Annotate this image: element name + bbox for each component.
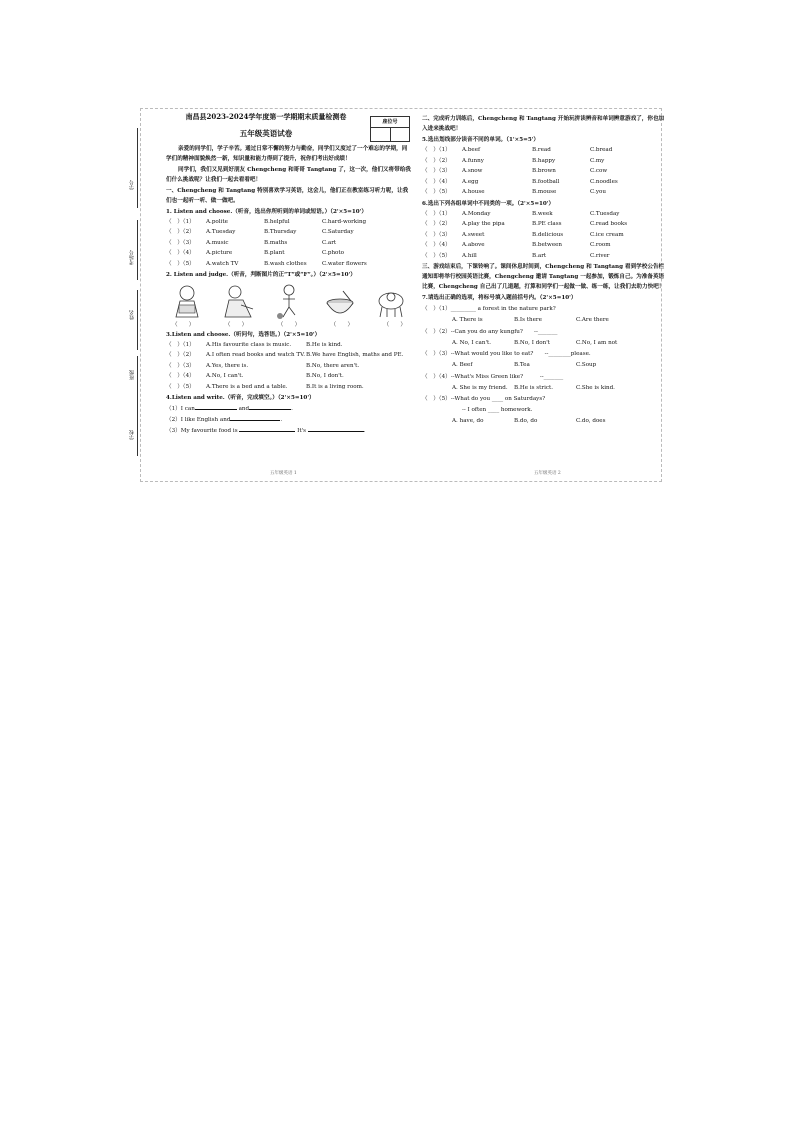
question-number[interactable]: （ ）（1） xyxy=(422,210,451,217)
fill-blank[interactable] xyxy=(239,431,295,432)
section-2-pictures xyxy=(170,283,408,323)
question-number[interactable]: （ ）（5） xyxy=(422,252,451,259)
option-a: A.snow xyxy=(462,168,483,174)
option-a: A.play the pipa xyxy=(462,221,505,227)
option-b: B.wash clothes xyxy=(264,260,307,267)
option-c: C.my xyxy=(590,157,605,164)
option-b: B.brown xyxy=(532,168,556,174)
part-two-heading: 二、完成听力训练后，Chengcheng 和 Tangtang 开始玩拼读辨音和单词辨意游戏了，你也加入进来挑战吧！ xyxy=(422,116,665,132)
question-stem[interactable]: （ ）（2）--Can you do any kungfu? --_______ xyxy=(422,328,558,335)
question-number[interactable]: （ ）（3） xyxy=(166,239,195,246)
option-a: A.house xyxy=(462,189,485,195)
option-c: C.Saturday xyxy=(322,229,354,235)
option-a: A.Monday xyxy=(462,210,491,217)
option-b: B.PE class xyxy=(532,221,562,227)
question-row xyxy=(422,251,666,262)
section-3-list xyxy=(166,340,412,393)
binding-label-student-id: 学号 xyxy=(129,180,135,190)
option-c: C.No, I am not xyxy=(576,339,618,346)
intro-paragraph: 亲爱的同学们，学子辛苦。通过日常不懈的努力与勤奋，同学们又度过了一个难忘的学期，同学们的精神面貌焕然一新，知识量和能力得到了提升，祝你们考出好成绩！ xyxy=(166,145,408,162)
option-b: B.We have English, maths and PE. xyxy=(306,352,404,359)
fill-blank[interactable] xyxy=(230,420,280,421)
sitting-child-picture xyxy=(221,283,255,321)
option-c: C.room xyxy=(590,242,611,248)
fill-text: . xyxy=(363,428,366,435)
option-a: A.above xyxy=(462,242,485,248)
option-b: B.Is there xyxy=(514,317,542,323)
question-row xyxy=(422,219,666,230)
question-stem-reply: -- I often ____ homework. xyxy=(462,407,533,413)
question-row xyxy=(422,145,666,156)
answer-bracket[interactable]: （ ） xyxy=(172,322,195,328)
option-b: B.maths xyxy=(264,239,288,246)
fill-text: （3）My favourite food is xyxy=(166,428,238,435)
option-a: A. have, do xyxy=(452,418,484,424)
seat-number-label: 座位号 xyxy=(371,117,409,128)
section-2-answers xyxy=(172,323,406,329)
question-number[interactable]: （ ）（1） xyxy=(166,218,195,225)
option-a: A.music xyxy=(206,239,229,246)
binding-line xyxy=(137,290,138,350)
fill-text: and xyxy=(238,406,250,413)
option-b: B.read xyxy=(532,147,551,153)
section-7-title: 7.请选出正确的选项，将标号填入题前括号内。（2'×5=10'） xyxy=(422,295,577,301)
option-b: B.No, there aren't. xyxy=(306,362,360,369)
option-a: A. There is xyxy=(452,317,483,323)
right-page xyxy=(422,113,666,427)
option-row xyxy=(422,315,666,326)
option-b: B.plant xyxy=(264,250,285,256)
question-row xyxy=(422,230,666,241)
section-3-title: 3.Listen and choose.（听问句，选答语。）（2'×5=10'） xyxy=(166,331,321,338)
question-number[interactable]: （ ）（3） xyxy=(422,231,451,238)
option-c: C.bread xyxy=(590,147,613,153)
answer-bracket[interactable]: （ ） xyxy=(224,322,248,328)
question-number[interactable]: （ ）（4） xyxy=(166,373,195,380)
section-1-list xyxy=(166,217,412,270)
question-row xyxy=(422,209,666,220)
question-stem[interactable]: （ ）（4）--What's Miss Green like? --_______ xyxy=(422,373,564,380)
option-c: C.you xyxy=(590,189,606,195)
binding-margin xyxy=(125,120,155,460)
option-c: C.river xyxy=(590,252,610,259)
option-b: B.No, I don't xyxy=(514,339,551,346)
option-c: C.photo xyxy=(322,250,345,256)
fill-text: It's xyxy=(297,428,307,435)
fill-line-3 xyxy=(166,426,412,436)
section-5-list xyxy=(422,145,666,198)
question-row xyxy=(166,227,412,238)
question-number[interactable]: （ ）（5） xyxy=(422,189,451,195)
question-number[interactable]: （ ）（2） xyxy=(166,352,195,359)
question-row xyxy=(166,350,412,361)
question-number[interactable]: （ ）（2） xyxy=(422,157,451,164)
option-b: B.Thursday xyxy=(264,229,297,235)
question-stem[interactable]: （ ）（3）--What would you like to eat? --________please. xyxy=(422,351,591,357)
fill-text: . xyxy=(280,417,283,424)
fill-text: （1）I can xyxy=(166,406,195,413)
question-row xyxy=(166,382,412,393)
question-stem[interactable]: （ ）（5）--What do you ____ on Saturdays? xyxy=(422,396,546,402)
binding-line xyxy=(137,416,138,456)
option-a: A. She is my friend. xyxy=(452,384,508,391)
option-a: A.hill xyxy=(462,252,477,259)
question-row xyxy=(422,240,666,251)
question-number[interactable]: （ ）（1） xyxy=(422,147,451,153)
section-5-title: 5.选出划线部分读音不同的单词。（1'×5=5'） xyxy=(422,137,540,143)
option-c: C.cow xyxy=(590,168,608,174)
option-c: C.do, does xyxy=(576,418,606,424)
option-a: A. Beef xyxy=(452,362,473,368)
question-row xyxy=(166,371,412,382)
reading-girl-picture xyxy=(170,283,204,321)
binding-label-class: 班级 xyxy=(129,370,135,380)
binding-line xyxy=(137,128,138,208)
cow-picture xyxy=(374,283,408,321)
intro-paragraph: 同学们，我们又见到好朋友 Chengcheng 和哥哥 Tangtang 了，这一次，他们又将带给我们什么挑战呢？让我们一起去看看吧！ xyxy=(166,166,411,183)
question-number[interactable]: （ ）（4） xyxy=(422,242,451,248)
left-page-footer: 五年级英语 1 xyxy=(270,471,297,476)
option-b: B.Tea xyxy=(514,362,530,368)
section-2-title: 2. Listen and judge.（听音，判断图片的正“T”或“F”。）（2'×5=10'） xyxy=(166,272,356,278)
option-b: B.It is a living room. xyxy=(306,383,364,390)
option-a: A.picture xyxy=(206,250,233,256)
question-number[interactable]: （ ）（4） xyxy=(422,178,451,185)
question-row xyxy=(166,217,412,228)
question-row xyxy=(422,187,666,198)
question-number[interactable]: （ ）（2） xyxy=(166,229,195,235)
option-b: B.art xyxy=(532,252,547,259)
question-number[interactable]: （ ）（5） xyxy=(166,383,195,390)
option-a: A.sweet xyxy=(462,231,485,238)
question-number[interactable]: （ ）（2） xyxy=(422,221,451,227)
option-c: C.noodles xyxy=(590,178,618,185)
option-b: B.helpful xyxy=(264,218,290,225)
question-row xyxy=(166,340,412,351)
question-number[interactable]: （ ）（3） xyxy=(422,168,451,174)
option-row xyxy=(422,416,666,427)
fill-text: （2）I like English and xyxy=(166,417,231,424)
binding-line xyxy=(137,220,138,280)
question-row xyxy=(422,177,666,188)
question-row xyxy=(166,238,412,249)
question-number[interactable]: （ ）（1） xyxy=(166,341,195,348)
answer-bracket[interactable]: （ ） xyxy=(330,322,354,328)
question-number[interactable]: （ ）（4） xyxy=(166,250,195,256)
option-b: B.do, do xyxy=(514,418,538,424)
option-a: A.watch TV xyxy=(206,260,239,267)
option-a: A.I often read books and watch TV. xyxy=(206,352,305,359)
exam-title: 南昌县2023-2024学年度第一学期期末质量检测卷 xyxy=(185,112,347,121)
option-b: B.football xyxy=(532,178,560,185)
binding-label-name: 姓名 xyxy=(129,310,135,320)
section-6-list xyxy=(422,209,666,262)
question-number[interactable]: （ ）（3） xyxy=(166,362,195,369)
option-a: A.There is a bed and a table. xyxy=(206,383,288,390)
answer-bracket[interactable]: （ ） xyxy=(383,322,406,328)
option-c: C.She is kind. xyxy=(576,384,615,391)
fill-text: . xyxy=(291,406,293,413)
option-a: A.polite xyxy=(206,218,228,225)
left-page xyxy=(166,113,412,437)
question-row xyxy=(166,248,412,259)
question-row xyxy=(166,259,412,270)
section-6-title: 6.选出下列各组单词中不同类的一项。（2'×5=10'） xyxy=(422,200,555,207)
option-b: B.No, I don't. xyxy=(306,373,344,380)
section-4-title: 4.Listen and write.（听音，完成填空。）（2'×5=10'） xyxy=(166,395,315,402)
fill-blank[interactable] xyxy=(249,409,291,410)
option-b: B.delicious xyxy=(532,231,564,238)
option-row xyxy=(422,360,666,371)
fill-line-1 xyxy=(166,404,412,414)
exam-subtitle: 五年级英语试卷 xyxy=(239,129,293,138)
option-c: C.Are there xyxy=(576,317,609,323)
bowl-picture xyxy=(323,283,357,321)
option-c: C.water flowers xyxy=(322,260,367,267)
option-b: B.He is kind. xyxy=(306,341,343,348)
option-b: B.mouse xyxy=(532,189,557,195)
option-c: C.hard-working xyxy=(322,218,367,225)
fill-line-2 xyxy=(166,415,412,425)
option-row xyxy=(422,338,666,349)
football-boy-picture xyxy=(272,283,306,321)
option-b: B.happy xyxy=(532,157,556,164)
option-c: C.Soup xyxy=(576,362,597,368)
fill-blank[interactable] xyxy=(195,409,237,410)
option-b: B.He is strict. xyxy=(514,384,554,391)
section-7-list xyxy=(422,304,666,427)
option-a: A.Tuesday xyxy=(206,229,236,235)
question-row xyxy=(422,166,666,177)
option-b: B.between xyxy=(532,242,563,248)
section-1-title: 1. Listen and choose.（听音，选出你所听到的单词或短语。）（2'×5=10'） xyxy=(166,208,367,215)
option-a: A.egg xyxy=(462,178,479,185)
part-one-heading: 一、Chengcheng 和 Tangtang 特别喜欢学习英语，这会儿，他们正在教室练习听力呢，让我们也一起听一听、做一做吧。 xyxy=(166,187,409,204)
option-a: A. No, I can't. xyxy=(452,339,492,346)
option-a: A.His favourite class is music. xyxy=(206,341,292,348)
option-c: C.ice cream xyxy=(590,231,624,238)
binding-label-exam-room: 考场号 xyxy=(129,250,135,265)
option-a: A.Yes, there is. xyxy=(206,362,249,369)
option-c: C.art xyxy=(322,239,337,246)
binding-line xyxy=(137,356,138,416)
option-c: C.Tuesday xyxy=(590,210,620,217)
binding-label-school: 学校 xyxy=(129,430,135,440)
option-c: C.read books xyxy=(590,221,628,227)
question-row xyxy=(422,156,666,167)
option-a: A.No, I can't. xyxy=(206,373,244,380)
question-number[interactable]: （ ）（5） xyxy=(166,260,195,267)
option-a: A.beef xyxy=(462,147,481,153)
answer-bracket[interactable]: （ ） xyxy=(277,322,301,328)
option-b: B.week xyxy=(532,210,553,217)
option-row xyxy=(422,383,666,394)
question-row xyxy=(166,361,412,372)
option-a: A.funny xyxy=(462,157,484,164)
question-stem[interactable]: （ ）（1）_________ a forest in the nature park? xyxy=(422,306,556,312)
part-three-heading: 三、游戏结束后，下课铃响了。课间休息时间到，Chengcheng 和 Tangtang 看到学校公告栏通知即将举行校园英语比赛，Chengcheng 邀请 Tangtang 一起参加，锻炼自己。为准备英语比赛，Chengcheng 自己出了几道题，打算和同学们一起做一做、练一练，让我们去助力快吧！ xyxy=(422,264,665,290)
right-page-footer: 五年级英语 2 xyxy=(534,471,561,476)
fill-blank[interactable] xyxy=(308,431,364,432)
